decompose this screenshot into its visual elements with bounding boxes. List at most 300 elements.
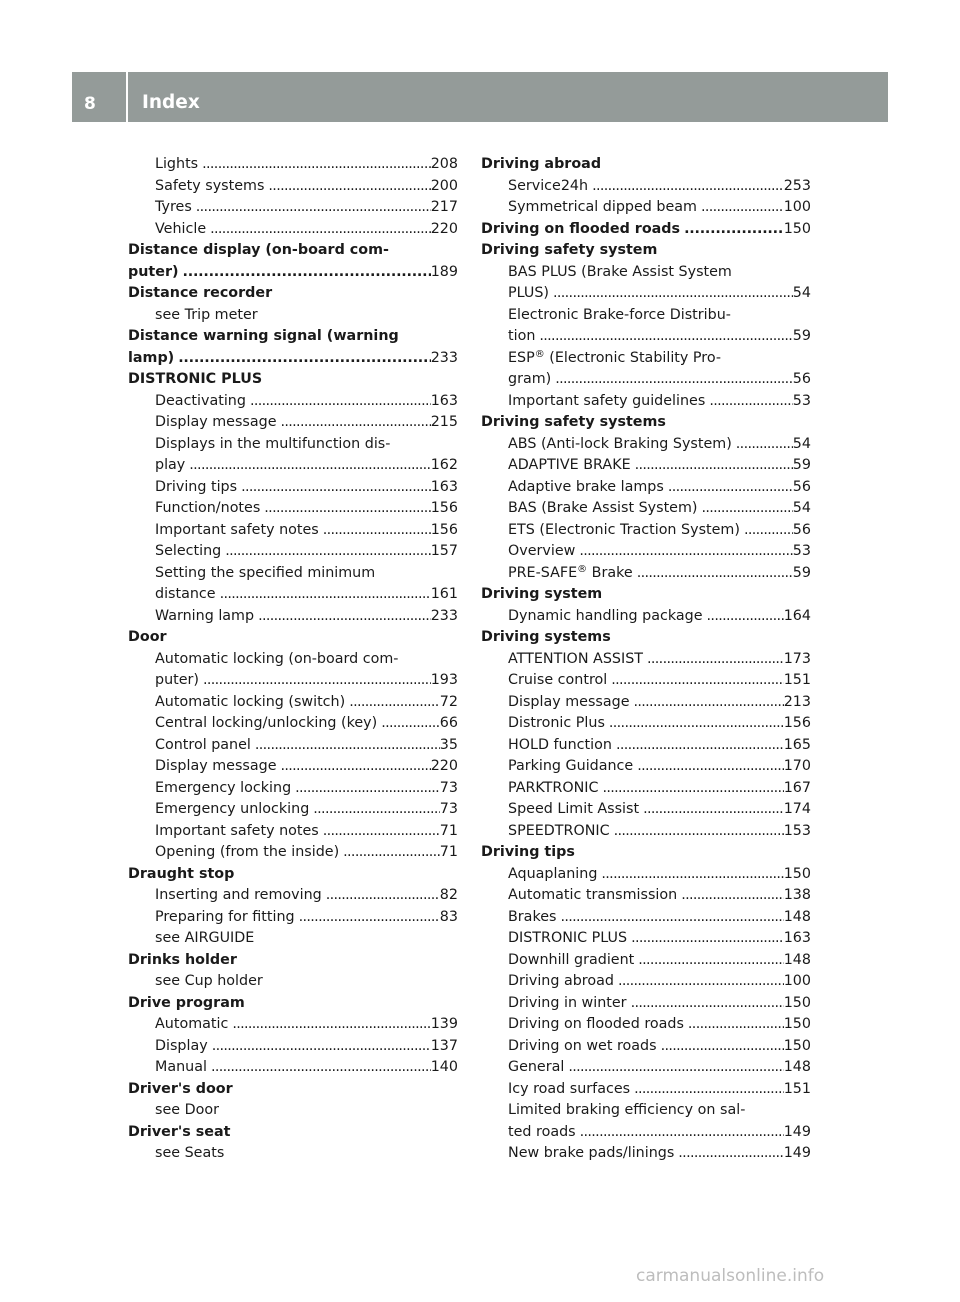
page-reference: 162	[430, 457, 458, 473]
header-divider	[126, 72, 128, 122]
index-heading	[128, 369, 458, 391]
leader-dots	[664, 477, 793, 499]
entry-label: DISTRONIC PLUS	[508, 930, 628, 946]
index-entry	[128, 971, 458, 993]
index-heading	[128, 283, 458, 305]
index-entry	[128, 649, 458, 671]
page-reference: 53	[792, 543, 811, 559]
entry-label: Distance warning signal (warning	[128, 328, 399, 344]
index-entry	[128, 821, 458, 843]
page-reference: 148	[783, 951, 811, 968]
page-number: 8	[84, 94, 96, 114]
entry-label: Driving abroad	[481, 156, 602, 172]
index-entry	[481, 520, 811, 542]
leader-dots	[588, 176, 784, 198]
page-reference: 215	[430, 414, 458, 430]
page-reference: 156	[430, 521, 458, 538]
entry-label: Safety systems	[155, 177, 265, 194]
leader-dots	[643, 649, 784, 671]
leader-dots	[684, 1014, 784, 1036]
entry-label: Driving on flooded roads	[508, 1016, 684, 1032]
index-heading	[481, 154, 811, 176]
entry-label: HOLD function	[508, 736, 612, 753]
page-reference: 163	[430, 478, 458, 495]
page-reference: 54	[792, 285, 811, 301]
index-entry	[128, 563, 458, 585]
page-reference: 59	[792, 457, 811, 473]
index-entry	[481, 971, 811, 993]
leader-dots	[680, 219, 784, 241]
leader-dots	[633, 756, 783, 778]
entry-label: BAS PLUS (Brake Assist System	[508, 263, 732, 280]
entry-label: Limited braking efficiency on sal-	[508, 1102, 746, 1118]
page-reference: 165	[783, 736, 811, 753]
index-entry	[128, 1057, 458, 1079]
page-reference: 157	[430, 543, 458, 559]
leader-dots	[277, 756, 431, 778]
leader-dots	[607, 670, 783, 692]
entry-label: Downhill gradient	[508, 951, 635, 968]
page-reference: 138	[783, 887, 811, 903]
entry-label: Displays in the multifunction dis-	[155, 435, 391, 452]
leader-dots	[634, 950, 783, 972]
entry-label: Distance recorder	[128, 285, 273, 301]
leader-dots	[551, 369, 793, 391]
index-entry	[481, 391, 811, 413]
index-heading	[128, 348, 458, 370]
entry-label: BAS (Brake Assist System)	[508, 500, 698, 516]
entry-label: Driving tips	[481, 844, 575, 860]
index-entry	[481, 950, 811, 972]
leader-dots	[556, 907, 783, 929]
entry-label: ADAPTIVE BRAKE	[508, 457, 631, 473]
leader-dots	[207, 1057, 431, 1079]
page-reference: 83	[439, 908, 458, 925]
entry-label: Automatic locking (switch)	[155, 693, 346, 710]
entry-label: Driver's seat	[128, 1123, 231, 1140]
entry-label: ESP® (Electronic Stability Pro-	[508, 348, 722, 366]
page-reference: 73	[439, 779, 458, 796]
leader-dots	[185, 455, 430, 477]
entry-label: Cruise control	[508, 672, 608, 688]
index-entry	[481, 1057, 811, 1079]
entry-label: Symmetrical dipped beam	[508, 199, 697, 215]
leader-dots	[216, 584, 431, 606]
index-entry	[128, 670, 458, 692]
page-reference: 167	[783, 779, 811, 796]
leader-dots	[597, 864, 783, 886]
entry-label: Central locking/unlocking (key)	[155, 715, 378, 731]
entry-label: Automatic	[155, 1016, 229, 1032]
leader-dots	[677, 885, 784, 907]
page-reference: 59	[792, 564, 811, 581]
index-entry	[128, 907, 458, 929]
index-entry	[128, 692, 458, 714]
leader-dots	[291, 778, 440, 800]
index-entry	[128, 735, 458, 757]
leader-dots	[630, 1079, 784, 1101]
entry-label: Selecting	[155, 543, 222, 559]
page-reference: 56	[792, 371, 811, 387]
page-reference: 253	[783, 177, 811, 194]
page-reference: 163	[783, 930, 811, 946]
entry-label: Opening (from the inside)	[155, 844, 340, 860]
page-reference: 156	[783, 715, 811, 731]
entry-label: tion	[508, 328, 536, 344]
entry-label: Driving in winter	[508, 994, 627, 1011]
entry-label: Setting the specified minimum	[155, 564, 376, 581]
entry-label: gram)	[508, 371, 552, 387]
index-heading	[128, 1122, 458, 1144]
index-heading	[128, 262, 458, 284]
leader-dots	[614, 971, 784, 993]
leader-dots	[631, 455, 793, 477]
index-entry	[481, 1122, 811, 1144]
entry-label: Lights	[155, 156, 199, 172]
leader-dots	[630, 692, 784, 714]
page-reference: 174	[783, 801, 811, 817]
page-reference: 156	[430, 500, 458, 516]
entry-label: Important safety notes	[155, 521, 319, 538]
entry-label: see AIRGUIDE	[155, 930, 255, 946]
leader-dots	[740, 520, 793, 542]
index-entry	[481, 498, 811, 520]
index-entry	[481, 821, 811, 843]
index-entry	[128, 541, 458, 563]
index-entry	[128, 412, 458, 434]
index-entry	[481, 477, 811, 499]
index-entry	[128, 305, 458, 327]
entry-label: Electronic Brake-force Distribu-	[508, 306, 731, 323]
page-title: Index	[142, 92, 200, 113]
index-heading	[481, 240, 811, 262]
leader-dots	[639, 799, 784, 821]
page-reference: 72	[439, 693, 458, 710]
index-entry	[481, 176, 811, 198]
entry-label: Overview	[508, 543, 576, 559]
index-entry	[481, 692, 811, 714]
leader-dots	[610, 821, 784, 843]
watermark: carmanualsonline.info	[636, 1266, 825, 1286]
page-reference: 189	[430, 263, 458, 280]
entry-label: SPEEDTRONIC	[508, 822, 610, 839]
entry-label: PARKTRONIC	[508, 779, 599, 796]
leader-dots	[345, 692, 440, 714]
page-reference: 150	[783, 865, 811, 882]
entry-label: see Cup holder	[155, 973, 263, 989]
page-reference: 220	[430, 220, 458, 237]
entry-label: Icy road surfaces	[508, 1080, 631, 1097]
index-entry	[481, 348, 811, 370]
leader-dots	[612, 735, 784, 757]
index-entry	[481, 907, 811, 929]
entry-label: Driving safety system	[481, 242, 658, 258]
entry-label: Parking Guidance	[508, 758, 634, 774]
entry-label: Drinks holder	[128, 951, 237, 968]
leader-dots	[535, 326, 792, 348]
page-reference: 59	[792, 328, 811, 344]
leader-dots	[206, 219, 431, 241]
leader-dots	[199, 670, 431, 692]
entry-label: Driving system	[481, 586, 603, 602]
entry-label: PLUS)	[508, 285, 549, 301]
entry-label: Distance display (on-board com-	[128, 242, 389, 258]
page-reference: 71	[439, 822, 458, 839]
index-entry	[481, 606, 811, 628]
page-reference: 54	[792, 500, 811, 516]
page-reference: 56	[792, 478, 811, 495]
entry-label: Display message	[155, 758, 277, 774]
entry-label: ETS (Electronic Traction System)	[508, 521, 740, 538]
entry-label: Driving tips	[155, 478, 238, 495]
entry-label: Important safety notes	[155, 822, 319, 839]
entry-label: ATTENTION ASSIST	[508, 650, 644, 667]
index-entry	[481, 1014, 811, 1036]
page-reference: 150	[783, 1037, 811, 1054]
entry-label: General	[508, 1059, 565, 1075]
page-reference: 200	[430, 177, 458, 194]
entry-label: ABS (Anti-lock Braking System)	[508, 435, 732, 452]
page-reference: 161	[430, 586, 458, 602]
leader-dots	[179, 262, 431, 284]
page-reference: 151	[783, 1080, 811, 1097]
index-heading	[128, 1079, 458, 1101]
index-entry	[128, 799, 458, 821]
page-reference: 100	[783, 199, 811, 215]
entry-label: Manual	[155, 1059, 207, 1075]
leader-dots	[228, 1014, 430, 1036]
index-entry	[481, 1100, 811, 1122]
entry-label: Distronic Plus	[508, 715, 605, 731]
index-entry	[128, 842, 458, 864]
entry-label: Driving on flooded roads	[481, 220, 681, 237]
index-heading	[481, 842, 811, 864]
entry-label: Drive program	[128, 994, 245, 1011]
index-entry	[481, 778, 811, 800]
index-entry	[481, 928, 811, 950]
index-entry	[481, 735, 811, 757]
page-reference: 82	[439, 887, 458, 903]
page-reference: 140	[430, 1059, 458, 1075]
leader-dots	[319, 520, 431, 542]
index-heading	[481, 627, 811, 649]
entry-label: Tyres	[155, 199, 192, 215]
page-reference: 66	[439, 715, 458, 731]
entry-label: Brakes	[508, 908, 557, 925]
leader-dots	[627, 993, 784, 1015]
index-heading	[128, 993, 458, 1015]
leader-dots	[246, 391, 431, 413]
page-reference: 153	[783, 822, 811, 839]
index-heading	[128, 240, 458, 262]
leader-dots	[633, 563, 793, 585]
index-entry	[128, 176, 458, 198]
index-entry	[481, 541, 811, 563]
page-reference: 208	[430, 156, 458, 172]
index-entry	[128, 520, 458, 542]
page-reference: 220	[430, 758, 458, 774]
index-entry	[128, 197, 458, 219]
page-reference: 56	[792, 521, 811, 538]
page-reference: 148	[783, 1059, 811, 1075]
entry-label: puter)	[155, 672, 199, 688]
page-reference: 163	[430, 392, 458, 409]
entry-label: Function/notes	[155, 500, 261, 516]
leader-dots	[208, 1036, 431, 1058]
page-reference: 71	[439, 844, 458, 860]
leader-dots	[549, 283, 793, 305]
index-entry	[481, 369, 811, 391]
entry-label: PRE-SAFE® Brake	[508, 563, 633, 581]
entry-label: play	[155, 457, 186, 473]
index-entry	[128, 1143, 458, 1165]
index-entry	[128, 606, 458, 628]
page-reference: 149	[783, 1123, 811, 1140]
index-entry	[481, 305, 811, 327]
index-entry	[128, 154, 458, 176]
leader-dots	[322, 885, 440, 907]
leader-dots	[295, 907, 440, 929]
index-heading	[481, 219, 811, 241]
page-reference: 100	[783, 973, 811, 989]
index-entry	[128, 1014, 458, 1036]
leader-dots	[697, 498, 792, 520]
entry-label: Important safety guidelines	[508, 392, 706, 409]
leader-dots	[237, 477, 431, 499]
leader-dots	[599, 778, 784, 800]
index-entry	[481, 885, 811, 907]
index-entry	[481, 197, 811, 219]
index-entry	[481, 326, 811, 348]
index-entry	[481, 455, 811, 477]
entry-label: see Seats	[155, 1145, 225, 1161]
entry-label: Deactivating	[155, 392, 246, 409]
entry-label: see Trip meter	[155, 306, 258, 323]
entry-label: Driving abroad	[508, 973, 614, 989]
leader-dots	[564, 1057, 783, 1079]
page-reference: 150	[783, 994, 811, 1011]
page-reference: 193	[430, 672, 458, 688]
leader-dots	[339, 842, 440, 864]
index-entry	[481, 713, 811, 735]
leader-dots	[575, 541, 792, 563]
index-entry	[481, 670, 811, 692]
leader-dots	[703, 606, 784, 628]
page-reference: 233	[430, 607, 458, 624]
leader-dots	[251, 735, 440, 757]
index-entry	[128, 219, 458, 241]
leader-dots	[657, 1036, 784, 1058]
leader-dots	[377, 713, 440, 735]
entry-label: DISTRONIC PLUS	[128, 371, 263, 387]
index-entry	[481, 799, 811, 821]
page-reference: 164	[783, 607, 811, 624]
index-heading	[481, 584, 811, 606]
entry-label: distance	[155, 586, 216, 602]
leader-dots	[605, 713, 784, 735]
index-entry	[128, 713, 458, 735]
entry-label: Vehicle	[155, 220, 207, 237]
entry-label: Draught stop	[128, 865, 235, 882]
entry-label: Control panel	[155, 736, 251, 753]
page-reference: 173	[783, 650, 811, 667]
index-entry	[128, 434, 458, 456]
entry-label: lamp)	[128, 349, 175, 366]
index-entry	[481, 262, 811, 284]
index-entry	[481, 864, 811, 886]
leader-dots	[309, 799, 440, 821]
entry-label: Display	[155, 1037, 208, 1054]
entry-label: Speed Limit Assist	[508, 801, 640, 817]
leader-dots	[264, 176, 430, 198]
leader-dots	[732, 434, 793, 456]
index-entry	[481, 283, 811, 305]
entry-label: Driver's door	[128, 1080, 233, 1097]
index-heading	[481, 412, 811, 434]
entry-label: Door	[128, 629, 167, 645]
page-reference: 150	[783, 220, 811, 237]
index-entry	[128, 928, 458, 950]
entry-label: puter)	[128, 263, 179, 280]
page-reference: 53	[792, 392, 811, 409]
entry-label: Inserting and removing	[155, 887, 322, 903]
index-heading	[128, 864, 458, 886]
index-entry	[128, 1036, 458, 1058]
index-entry	[128, 498, 458, 520]
index-entry	[128, 756, 458, 778]
entry-label: see Door	[155, 1102, 219, 1118]
page-reference: 150	[783, 1016, 811, 1032]
index-entry	[481, 434, 811, 456]
entry-label: New brake pads/linings	[508, 1145, 675, 1161]
leader-dots	[277, 412, 431, 434]
entry-label: Automatic transmission	[508, 887, 678, 903]
index-heading	[128, 627, 458, 649]
leader-dots	[198, 154, 431, 176]
leader-dots	[697, 197, 784, 219]
entry-label: Automatic locking (on-board com-	[155, 650, 399, 667]
entry-label: Emergency locking	[155, 779, 292, 796]
entry-label: Service24h	[508, 177, 589, 194]
index-entry	[481, 563, 811, 585]
index-column-left	[128, 154, 458, 1165]
index-entry	[481, 1143, 811, 1165]
index-heading	[128, 950, 458, 972]
index-heading	[128, 326, 458, 348]
entry-label: Display message	[155, 414, 277, 430]
page-reference: 35	[439, 736, 458, 753]
page-reference: 217	[430, 199, 458, 215]
entry-label: Adaptive brake lamps	[508, 478, 664, 495]
entry-label: Emergency unlocking	[155, 801, 310, 817]
index-entry	[128, 778, 458, 800]
index-entry	[128, 885, 458, 907]
index-entry	[128, 455, 458, 477]
page-reference: 139	[430, 1016, 458, 1032]
index-entry	[481, 756, 811, 778]
leader-dots	[254, 606, 431, 628]
index-entry	[128, 1100, 458, 1122]
index-entry	[128, 477, 458, 499]
leader-dots	[174, 348, 430, 370]
leader-dots	[260, 498, 430, 520]
entry-label: Aquaplaning	[508, 865, 598, 882]
leader-dots	[221, 541, 430, 563]
entry-label: ted roads	[508, 1123, 576, 1140]
page-reference: 148	[783, 908, 811, 925]
leader-dots	[576, 1122, 784, 1144]
page-reference: 170	[783, 758, 811, 774]
